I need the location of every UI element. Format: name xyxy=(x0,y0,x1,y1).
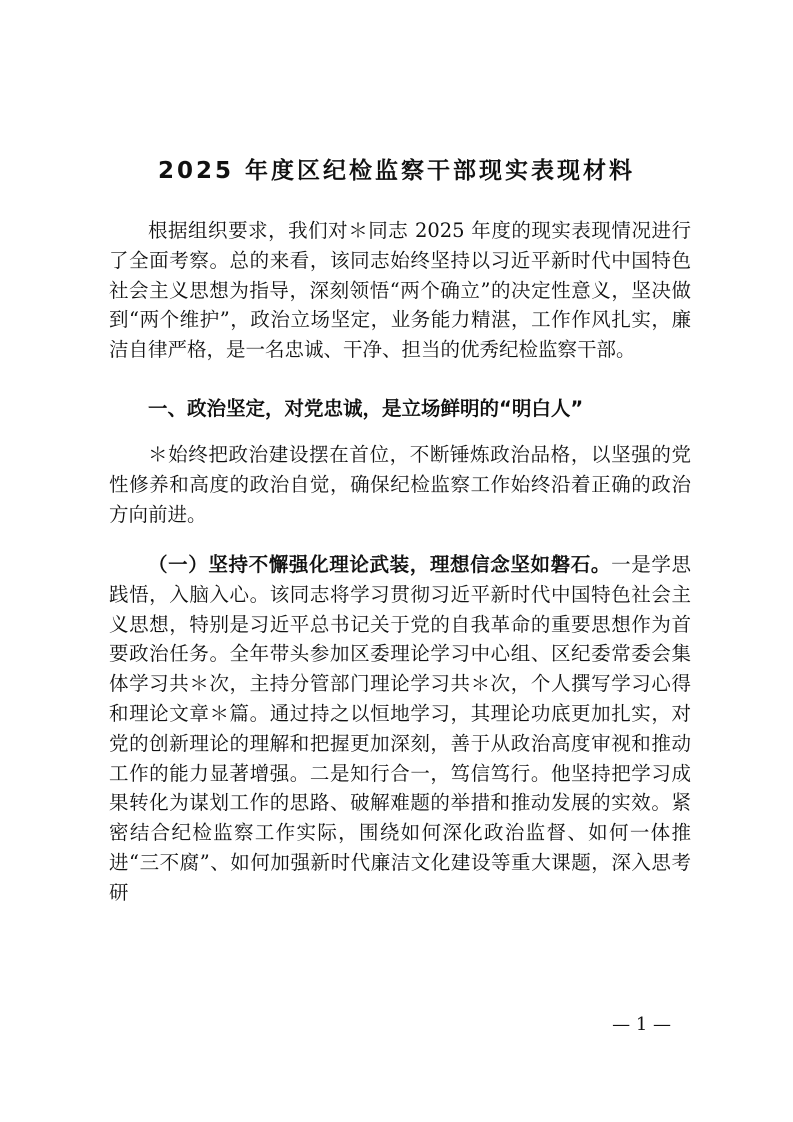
subsection-1-paragraph xyxy=(109,550,691,908)
subsection-1-body: 一是学思践悟，入脑入心。该同志将学习贯彻习近平新时代中国特色社会主义思想，特别是习近平总书记关于党的自我革命的重要思想作为首要政治任务。全年带头参加区委理论学习中心组、区纪委常委会集体学习共＊次，主持分管部门理论学习共＊次，个人撰写学习心得和理论文章＊篇。通过持之以恒地学习，其理论功底更加扎实，对党的创新理论的理解和把握更加深刻，善于从政治高度审视和推动工作的能力显著增强。二是知行合一，笃信笃行。他坚持把学习成果转化为谋划工作的思路、破解难题的举措和推动发展的实效。紧密结合纪检监察工作实际，围绕如何深化政治监督、如何一体推进“三不腐”、如何加强新时代廉洁文化建设等重大课题，深入思考研 xyxy=(109,553,691,904)
page-number: — 1 — xyxy=(612,1014,671,1035)
subsection-1-lead: （一）坚持不懈强化理论武装，理想信念坚如磐石。 xyxy=(148,553,612,576)
intro-paragraph: 根据组织要求，我们对＊同志 2025 年度的现实表现情况进行了全面考察。总的来看，该同志始终坚持以习近平新时代中国特色社会主义思想为指导，深刻领悟“两个确立”的决定性意义，坚决做到“两个维护”，政治立场坚定，业务能力精湛，工作作风扎实，廉洁自律严格，是一名忠诚、干净、担当的优秀纪检监察干部。 xyxy=(109,219,691,362)
section-1-paragraph: ＊始终把政治建设摆在首位，不断锤炼政治品格，以坚强的党性修养和高度的政治自觉，确保纪检监察工作始终沿着正确的政治方向前进。 xyxy=(109,443,691,526)
document-title: 2025 年度区纪检监察干部现实表现材料 xyxy=(157,158,636,184)
section-heading-1: 一、政治坚定，对党忠诚，是立场鲜明的“明白人” xyxy=(148,397,584,420)
